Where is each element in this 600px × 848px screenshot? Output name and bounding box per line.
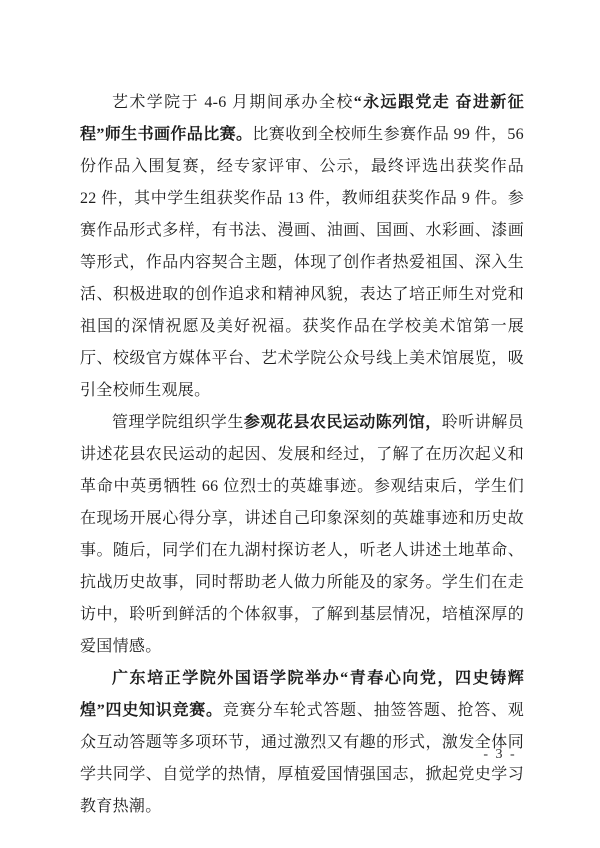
paragraph (80, 87, 524, 407)
paragraph (80, 663, 524, 823)
text-run: 艺术学院于 4-6 月期间承办全校 (112, 94, 354, 111)
page-number: - 3 - (483, 747, 517, 762)
text-run: 竞赛分车轮式答题、抽签答题、抢答、观众互动答题等多项环节，通过激烈又有趣的形式，激发全体同学共同学、自觉学的热情，厚植爱国情强国志，掀起党史学习教育热潮。 (80, 702, 525, 815)
text-run: 比赛收到全校师生参赛作品 99 件，56 份作品入围复赛，经专家评审、公示，最终评选出获奖作品 22 件，其中学生组获奖作品 13 件，教师组获奖作品 9 件。参赛作品形式多样，有书法、漫画、油画、国画、水彩画、漆画等形式，作品内容契合主题，体现了创作者热爱祖国、深入生活、积极进取的创作追求和精神风貌，表达了培正师生对党和祖国的深情祝愿及美好祝福。获奖作品在学校美术馆第一展厅、校级官方媒体平台、艺术学院公众号线上美术馆展览，吸引全校师生观展。 (80, 126, 524, 399)
text-run: 聆听讲解员讲述花县农民运动的起因、发展和经过，了解了在历次起义和革命中英勇牺牲 66 位烈士的英雄事迹。参观结束后，学生们在现场开展心得分享，讲述自己印象深刻的英雄事迹和历史故事。随后，同学们在九湖村探访老人，听老人讲述土地革命、抗战历史故事，同时帮助老人做力所能及的家务。学生们在走访中，聆听到鲜活的个体叙事，了解到基层情况，培植深厚的爱国情感。 (80, 414, 524, 655)
text-run-bold: 广东培正学院外国语学院举办“青春心向党，四史铸辉煌”四史知识竞赛。 (80, 670, 524, 719)
document-body (80, 87, 524, 823)
text-run: 管理学院组织学生 (112, 414, 244, 431)
text-run-bold: 参观花县农民运动陈列馆， (243, 414, 442, 431)
paragraph (80, 407, 524, 663)
text-run-bold: “永远跟党走 奋进新征程”师生书画作品比赛。 (80, 94, 524, 143)
